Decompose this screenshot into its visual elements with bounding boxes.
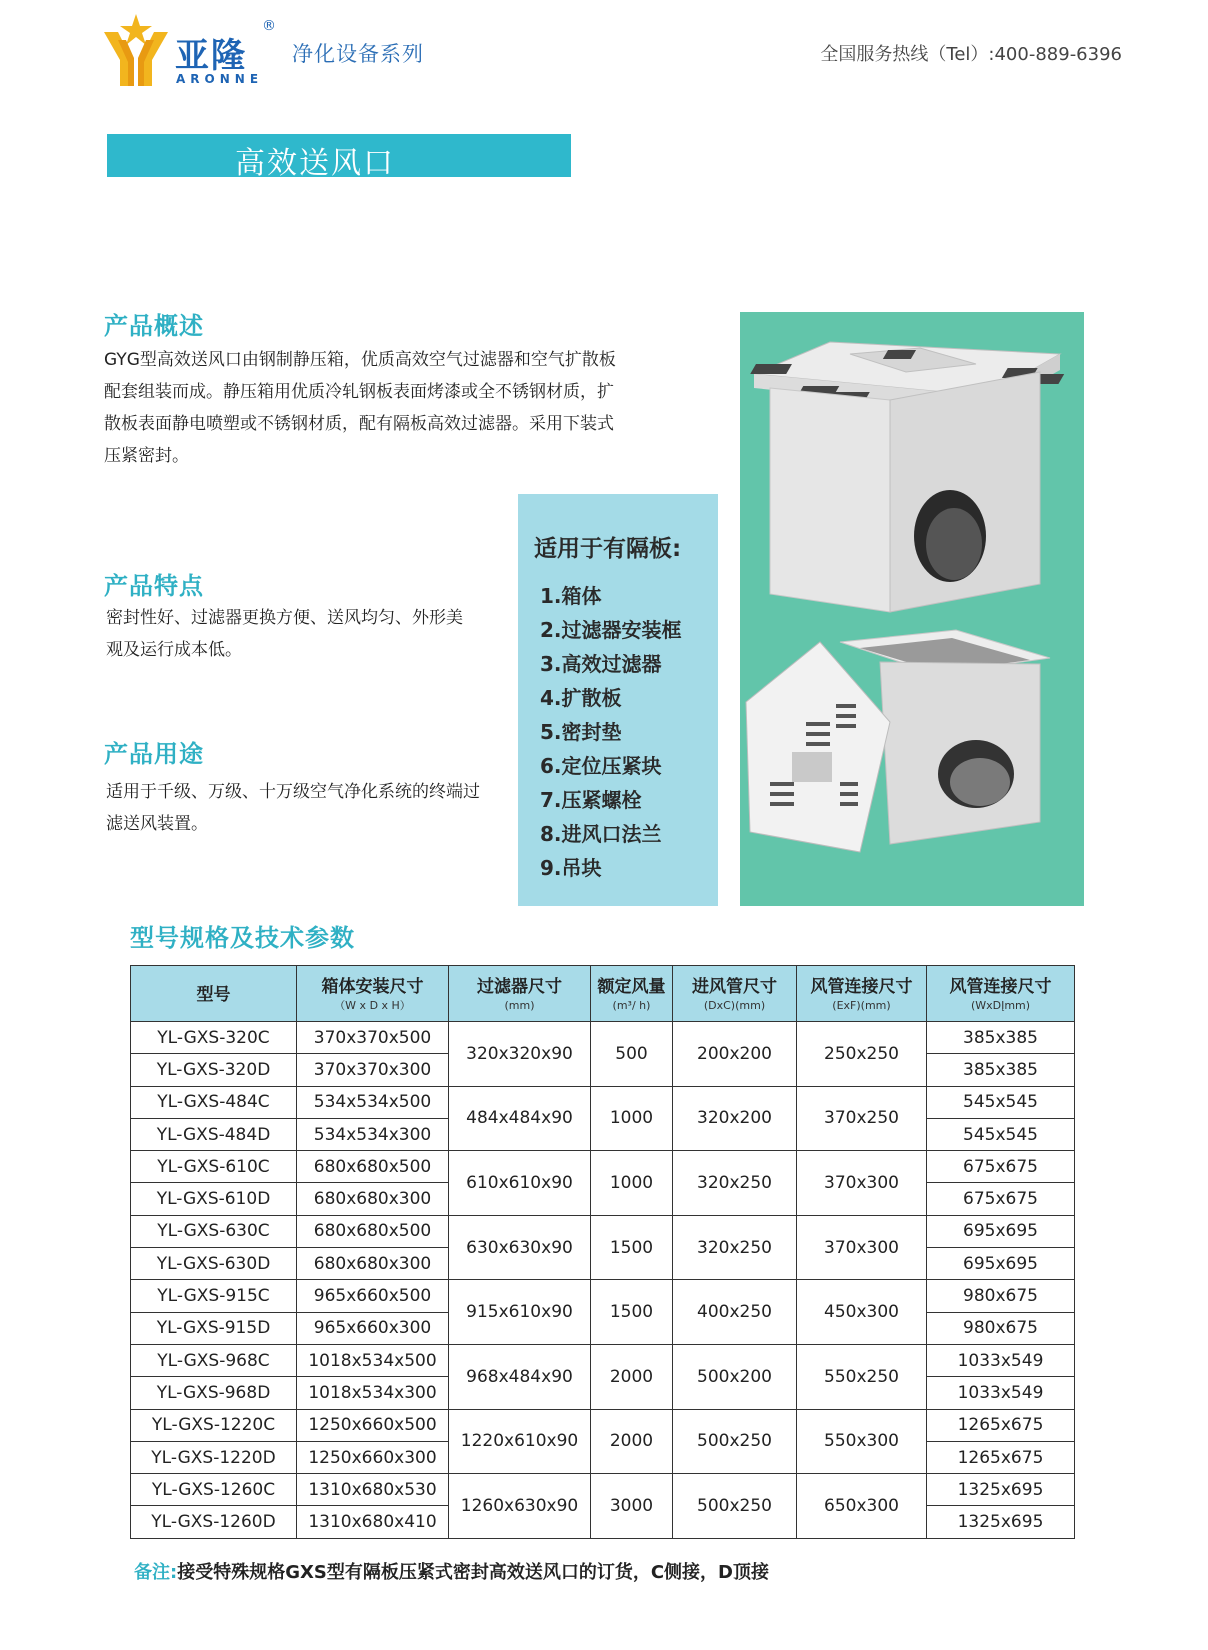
table-row [131,1474,1075,1506]
cell-model: YL-GXS-1220C [131,1409,297,1441]
footnote-label: 备注: [134,1562,178,1583]
cell-model: YL-GXS-630D [131,1248,297,1280]
component-item: 8.进风口法兰 [540,822,662,846]
cell-model: YL-GXS-630C [131,1215,297,1247]
brand-english-name: ARONNE [176,72,264,86]
cell-box-size: 1018x534x500 [297,1344,449,1376]
cell-inlet-size: 500x250 [673,1409,797,1474]
service-hotline: 全国服务热线（Tel）:400-889-6396 [820,44,1122,65]
footnote [134,1558,769,1584]
cell-box-size: 1250x660x500 [297,1409,449,1441]
col-model: 型号 [131,966,297,1022]
col-box-size: 箱体安装尺寸 （W x D x H） [297,966,449,1022]
cell-model: YL-GXS-1260D [131,1506,297,1538]
cell-box-size: 680x680x500 [297,1151,449,1183]
overview-line: 配套组装而成。静压箱用优质冷轧钢板表面烤漆或全不锈钢材质，扩 [104,382,614,402]
page-title-band [107,134,571,181]
usage-text [106,776,480,840]
cell-conn-size: 550x300 [797,1409,927,1474]
cell-duct-size: 980x675 [927,1312,1075,1344]
cell-inlet-size: 320x250 [673,1151,797,1216]
table-row [131,1086,1075,1118]
cell-model: YL-GXS-610D [131,1183,297,1215]
cell-conn-size: 550x250 [797,1344,927,1409]
cell-filter-size: 610x610x90 [449,1151,591,1216]
cell-model: YL-GXS-610C [131,1151,297,1183]
cell-airflow: 500 [591,1022,673,1087]
footnote-text: 接受特殊规格GXS型有隔板压紧式密封高效送风口的订货，C侧接，D顶接 [177,1562,769,1583]
component-item: 9.吊块 [540,856,602,880]
cell-inlet-size: 320x250 [673,1215,797,1280]
components-title: 适用于有隔板: [534,536,682,562]
features-text [106,602,463,666]
cell-duct-size: 385x385 [927,1022,1075,1054]
cell-duct-size: 695x695 [927,1215,1075,1247]
cell-conn-size: 370x250 [797,1086,927,1151]
cell-model: YL-GXS-484D [131,1118,297,1150]
col-conn-size-wd: 风管连接尺寸 (WxDĮmm) [927,966,1075,1022]
col-inlet-size: 进风管尺寸 (DxC)(mm) [673,966,797,1022]
cell-duct-size: 695x695 [927,1248,1075,1280]
cell-airflow: 1500 [591,1215,673,1280]
cell-duct-size: 1265x675 [927,1409,1075,1441]
components-panel [518,494,718,906]
registered-mark: ® [262,18,276,34]
component-item: 1.箱体 [540,584,602,608]
cell-box-size: 1310x680x530 [297,1474,449,1506]
col-airflow: 额定风量 (m³/ h) [591,966,673,1022]
cell-box-size: 965x660x500 [297,1280,449,1312]
cell-model: YL-GXS-1260C [131,1474,297,1506]
cell-conn-size: 650x300 [797,1474,927,1539]
features-line: 密封性好、过滤器更换方便、送风均匀、外形美 [106,608,463,628]
overview-line: 散板表面静电喷塑或不锈钢材质，配有隔板高效过滤器。采用下装式 [104,414,614,434]
cell-conn-size: 370x300 [797,1215,927,1280]
cell-airflow: 3000 [591,1474,673,1539]
spec-table-title: 型号规格及技术参数 [130,924,355,952]
col-filter-size: 过滤器尺寸 (mm) [449,966,591,1022]
cell-box-size: 680x680x500 [297,1215,449,1247]
cell-conn-size: 250x250 [797,1022,927,1087]
cell-duct-size: 1033x549 [927,1377,1075,1409]
cell-filter-size: 1260x630x90 [449,1474,591,1539]
cell-duct-size: 1265x675 [927,1441,1075,1473]
features-heading: 产品特点 [104,572,204,600]
cell-duct-size: 545x545 [927,1086,1075,1118]
usage-heading: 产品用途 [104,740,204,768]
product-photo-panel [740,312,1084,906]
features-line: 观及运行成本低。 [106,640,242,660]
overview-text [104,344,616,472]
cell-conn-size: 450x300 [797,1280,927,1345]
cell-filter-size: 968x484x90 [449,1344,591,1409]
cell-conn-size: 370x300 [797,1151,927,1216]
cell-duct-size: 1325x695 [927,1506,1075,1538]
usage-line: 适用于千级、万级、十万级空气净化系统的终端过 [106,782,480,802]
cell-filter-size: 484x484x90 [449,1086,591,1151]
cell-duct-size: 545x545 [927,1118,1075,1150]
cell-box-size: 1310x680x410 [297,1506,449,1538]
product-box-closed-photo [740,312,1084,906]
cell-inlet-size: 500x200 [673,1344,797,1409]
cell-box-size: 534x534x300 [297,1118,449,1150]
cell-duct-size: 1033x549 [927,1344,1075,1376]
cell-box-size: 965x660x300 [297,1312,449,1344]
spec-table [130,965,1075,1539]
usage-line: 滤送风装置。 [106,814,208,834]
component-item: 3.高效过滤器 [540,652,662,676]
cell-duct-size: 385x385 [927,1054,1075,1086]
cell-box-size: 680x680x300 [297,1248,449,1280]
cell-box-size: 1018x534x300 [297,1377,449,1409]
cell-airflow: 2000 [591,1344,673,1409]
table-row [131,1344,1075,1376]
cell-filter-size: 915x610x90 [449,1280,591,1345]
cell-duct-size: 675x675 [927,1151,1075,1183]
cell-box-size: 680x680x300 [297,1183,449,1215]
overview-line: 压紧密封。 [104,446,189,466]
cell-filter-size: 1220x610x90 [449,1409,591,1474]
cell-duct-size: 980x675 [927,1280,1075,1312]
cell-model: YL-GXS-1220D [131,1441,297,1473]
table-row [131,1215,1075,1247]
overview-heading: 产品概述 [104,312,204,340]
series-label: 净化设备系列 [292,42,424,66]
cell-box-size: 534x534x500 [297,1086,449,1118]
component-item: 7.压紧螺栓 [540,788,642,812]
overview-line: GYG型高效送风口由钢制静压箱，优质高效空气过滤器和空气扩散板 [104,350,616,370]
table-row [131,1280,1075,1312]
component-item: 6.定位压紧块 [540,754,662,778]
cell-airflow: 1500 [591,1280,673,1345]
page-title: 高效送风口 [235,146,395,181]
cell-duct-size: 1325x695 [927,1474,1075,1506]
component-item: 5.密封垫 [540,720,622,744]
table-row [131,1151,1075,1183]
cell-model: YL-GXS-915D [131,1312,297,1344]
cell-filter-size: 320x320x90 [449,1022,591,1087]
cell-model: YL-GXS-320D [131,1054,297,1086]
col-conn-size-ef: 风管连接尺寸 (ExF)(mm) [797,966,927,1022]
cell-model: YL-GXS-968C [131,1344,297,1376]
cell-airflow: 1000 [591,1151,673,1216]
cell-model: YL-GXS-320C [131,1022,297,1054]
brand-logo [100,10,300,90]
component-item: 2.过滤器安装框 [540,618,682,642]
cell-filter-size: 630x630x90 [449,1215,591,1280]
brand-name: 亚隆 [175,36,247,76]
cell-box-size: 370x370x300 [297,1054,449,1086]
cell-inlet-size: 320x200 [673,1086,797,1151]
logo-star-icon [100,10,172,88]
cell-box-size: 1250x660x300 [297,1441,449,1473]
cell-model: YL-GXS-484C [131,1086,297,1118]
cell-airflow: 1000 [591,1086,673,1151]
table-row [131,1409,1075,1441]
spec-header-row [131,966,1075,1022]
cell-model: YL-GXS-915C [131,1280,297,1312]
cell-inlet-size: 500x250 [673,1474,797,1539]
cell-box-size: 370x370x500 [297,1022,449,1054]
cell-duct-size: 675x675 [927,1183,1075,1215]
cell-airflow: 2000 [591,1409,673,1474]
component-item: 4.扩散板 [540,686,622,710]
cell-inlet-size: 200x200 [673,1022,797,1087]
table-row [131,1022,1075,1054]
cell-inlet-size: 400x250 [673,1280,797,1345]
cell-model: YL-GXS-968D [131,1377,297,1409]
